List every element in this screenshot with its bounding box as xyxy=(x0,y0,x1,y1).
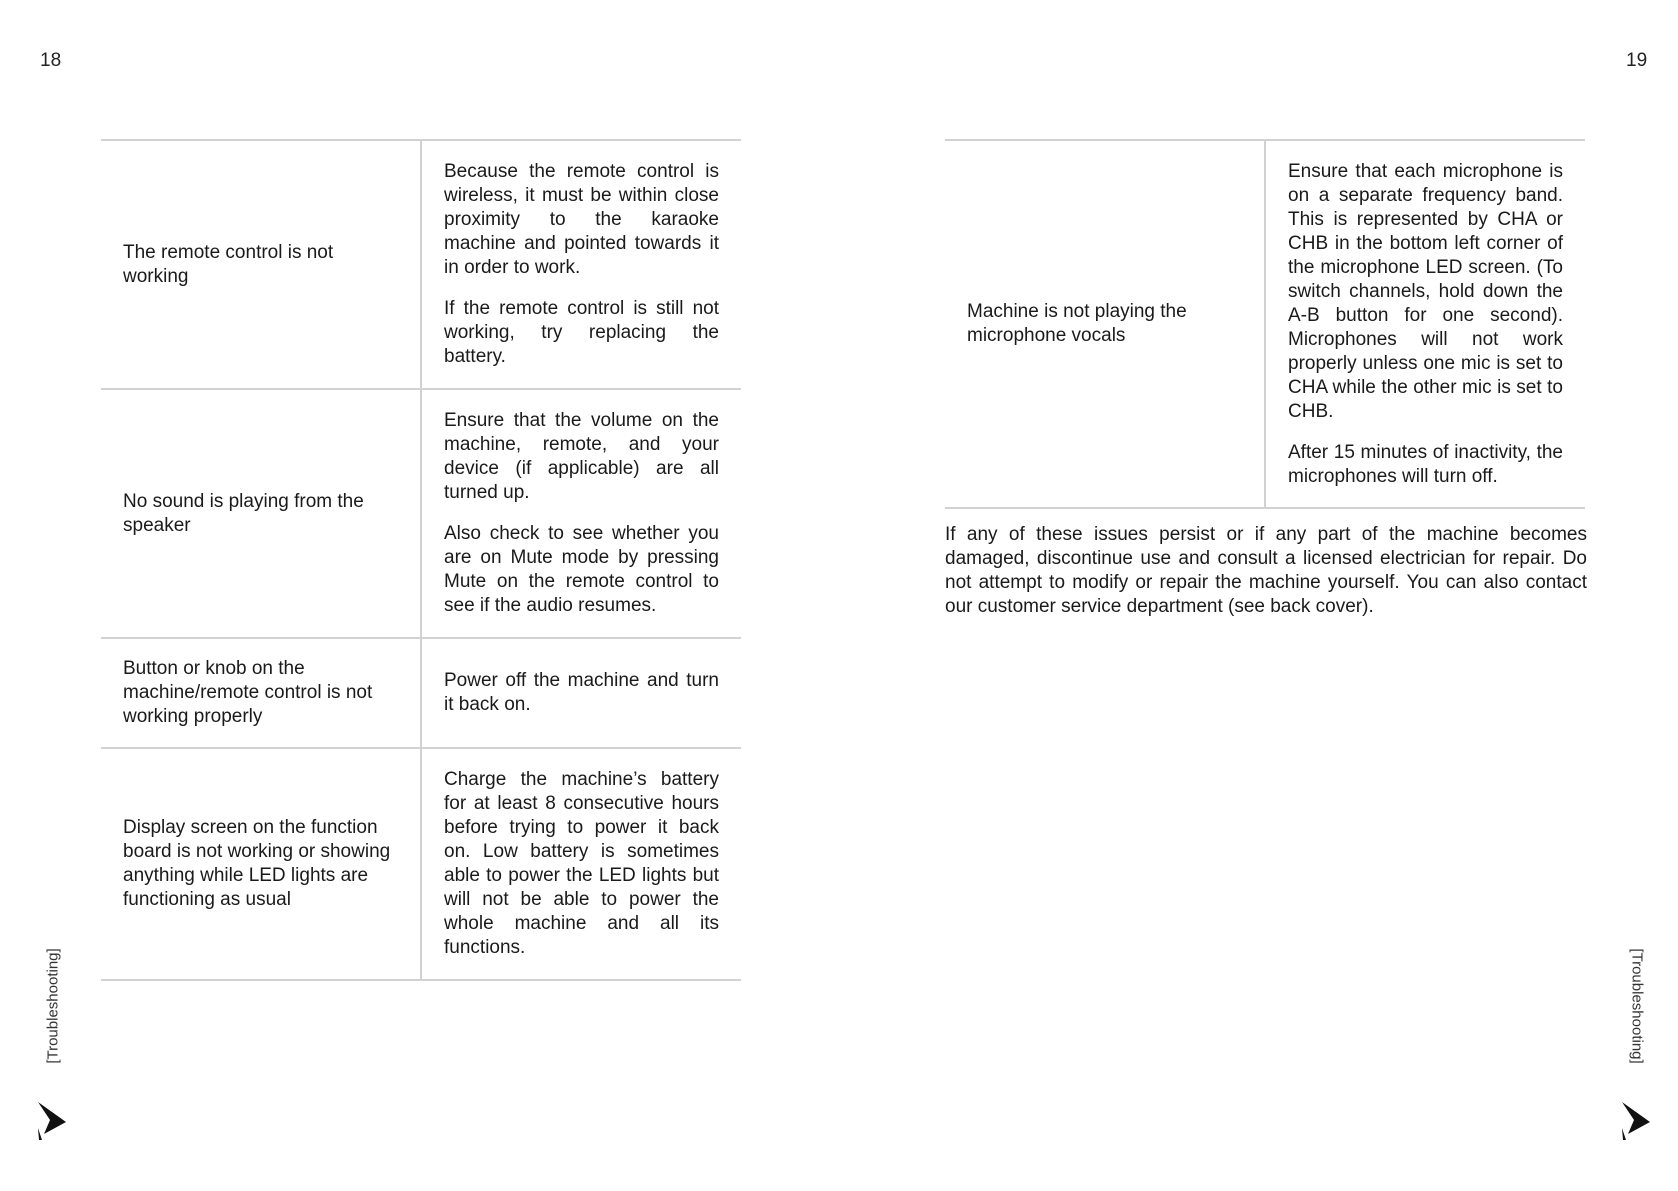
solution-paragraph: Because the remote control is wireless, it must be within close proximity to the karaoke machine and pointed towards it in order to work. xyxy=(444,161,719,278)
table-row xyxy=(101,638,741,748)
problem-cell: Machine is not playing the microphone vocals xyxy=(945,140,1265,508)
solution-paragraph: If the remote control is still not working, try replacing the battery. xyxy=(444,298,719,367)
solution-cell xyxy=(421,638,741,748)
solution-cell xyxy=(421,748,741,980)
page-number-right: 19 xyxy=(1626,50,1648,71)
solution-paragraph: Charge the machine’s battery for at least 8 consecutive hours before trying to power it back on. Low battery is sometimes able to power the LED lights but will not be able to power the whole machine and all its functions. xyxy=(444,769,719,958)
table-row xyxy=(101,140,741,389)
solution-paragraph: Ensure that the volume on the machine, remote, and your device (if applicable) are all turned up. xyxy=(444,410,719,503)
problem-cell: Button or knob on the machine/remote control is not working properly xyxy=(101,638,421,748)
solution-paragraph: Power off the machine and turn it back on. xyxy=(444,670,719,715)
table-row xyxy=(101,748,741,980)
solution-paragraph: Ensure that each microphone is on a separate frequency band. This is represented by CHA or CHB in the bottom left corner of the microphone LED screen. (To switch channels, hold down the A-B button for one second). Microphones will not work properly unless one mic is set to CHA while the other mic is set to CHB. xyxy=(1288,160,1563,422)
solution-cell xyxy=(421,140,741,389)
problem-cell: Display screen on the function board is not working or showing anything while LED lights are functioning as usual xyxy=(101,748,421,980)
problem-cell: No sound is playing from the speaker xyxy=(101,389,421,638)
table-row xyxy=(945,140,1585,508)
troubleshooting-table-left xyxy=(101,139,741,981)
problem-cell: The remote control is not working xyxy=(101,140,421,389)
closing-note: If any of these issues persist or if any part of the machine becomes damaged, discontinue use and consult a licensed electrician for repair. Do not attempt to modify or repair the machine yourself. You can also contact our customer service department (see back cover). xyxy=(945,524,1587,617)
solution-cell xyxy=(421,389,741,638)
section-label-right: [Troubleshooting] xyxy=(1628,948,1646,1064)
brand-logo-icon xyxy=(36,1098,68,1142)
brand-logo-icon xyxy=(1620,1098,1652,1142)
solution-paragraph: After 15 minutes of inactivity, the microphones will turn off. xyxy=(1288,441,1563,487)
solution-cell xyxy=(1265,140,1585,508)
solution-paragraph: Also check to see whether you are on Mute mode by pressing Mute on the remote control to see if the audio resumes. xyxy=(444,523,719,616)
troubleshooting-table-right xyxy=(945,139,1585,509)
table-row xyxy=(101,389,741,638)
page-number-left: 18 xyxy=(40,50,62,71)
section-label-left: [Troubleshooting] xyxy=(44,948,62,1064)
